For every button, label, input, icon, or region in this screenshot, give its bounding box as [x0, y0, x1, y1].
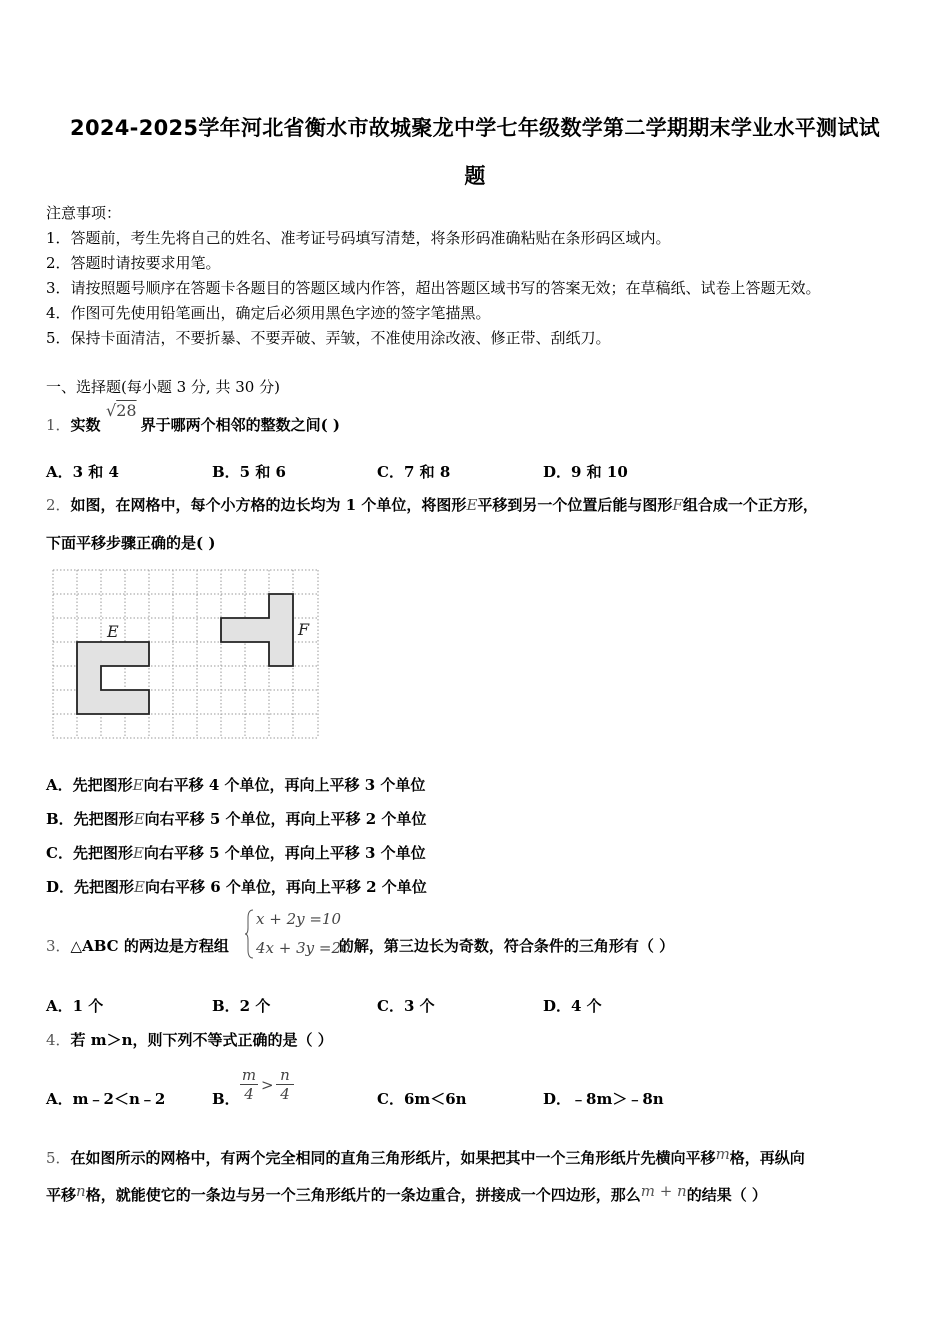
variable-n: n: [76, 1182, 86, 1200]
question-number: 5．: [46, 1149, 71, 1167]
fraction-n-over-4: [276, 1066, 294, 1103]
question-5-text-b: 格，再纵向: [729, 1149, 805, 1167]
q4-option-c: C．6m＜6n: [377, 1090, 467, 1108]
question-5-text-e: 的结果（ ）: [686, 1186, 767, 1204]
question-2-line2: 下面平移步骤正确的是( ): [46, 534, 216, 552]
question-number: 2．: [46, 496, 71, 514]
q4-option-b-label: B．: [212, 1090, 240, 1108]
shape-e: [77, 642, 149, 714]
sqrt-sign: √: [106, 401, 117, 420]
question-2-text-a: 如图，在网格中，每个小方格的边长均为 1 个单位，将图形: [70, 496, 467, 514]
q3-option-a: A．1 个: [46, 997, 104, 1015]
question-5-line1: [46, 1147, 805, 1168]
radicand: 28: [116, 401, 137, 420]
notes-heading: 注意事项：: [46, 204, 122, 222]
q4-option-d: D．﹣8m＞﹣8n: [543, 1090, 664, 1108]
option-post: 向右平移 4 个单位，再向上平移 3 个单位: [143, 776, 426, 794]
q2-option-a: [46, 774, 425, 795]
q2-option-d: [46, 876, 427, 897]
question-4-text: 若 m＞n，则下列不等式正确的是（ ）: [70, 1031, 333, 1049]
question-number: 4．: [46, 1031, 71, 1049]
equation-2: 4x + 3y =20: [256, 939, 351, 957]
note-item: 4．作图可先使用铅笔画出，确定后必须用黑色字迹的签字笔描黑。: [46, 304, 491, 322]
note-item: 2．答题时请按要求用笔。: [46, 254, 221, 272]
shape-e-symbol: E: [132, 776, 144, 794]
q3-option-c: C．3 个: [377, 997, 435, 1015]
exam-title-line2: 题: [464, 164, 486, 188]
question-4: [46, 1029, 333, 1050]
question-2-text-c: 组合成一个正方形，: [682, 496, 818, 514]
question-3-post: 的解，第三边长为奇数，符合条件的三角形有（ ）: [338, 937, 675, 955]
question-1: [46, 414, 340, 435]
note-item: 3．请按照题号顺序在答题卡各题目的答题区域内作答，超出答题区域书写的答案无效；在草稿纸、试卷上答题无效。: [46, 279, 821, 297]
numerator: m: [241, 1066, 257, 1084]
shape-e-symbol: E: [466, 496, 478, 514]
shape-f: [221, 594, 293, 666]
q2-option-c: [46, 842, 426, 863]
question-1-post: 界于哪两个相邻的整数之间( ): [140, 416, 340, 434]
shape-e-symbol: E: [132, 844, 144, 862]
fraction-m-over-4: [240, 1066, 258, 1103]
denominator: 4: [276, 1084, 294, 1103]
q4-option-a: A．m﹣2＜n﹣2: [46, 1090, 166, 1108]
question-3: [46, 935, 674, 956]
expression-m-plus-n: m + n: [640, 1182, 687, 1200]
denominator: 4: [240, 1084, 258, 1103]
option-post: 向右平移 5 个单位，再向上平移 2 个单位: [144, 810, 427, 828]
question-number: 1．: [46, 416, 71, 434]
option-pre: B．先把图形: [46, 810, 134, 828]
question-5-text-a: 在如图所示的网格中，有两个完全相同的直角三角形纸片，如果把其中一个三角形纸片先横向平移: [70, 1149, 716, 1167]
greater-than-sign: >: [261, 1076, 274, 1094]
note-item: 1．答题前，考生先将自己的姓名、准考证号码填写清楚，将条形码准确粘贴在条形码区域内。: [46, 229, 671, 247]
question-3-pre: △ABC 的两边是方程组: [70, 937, 229, 955]
option-pre: D．先把图形: [46, 878, 135, 896]
q3-option-b: B．2 个: [212, 997, 271, 1015]
question-5-text-c: 平移: [46, 1186, 77, 1204]
question-2-line1: [46, 494, 818, 515]
option-post: 向右平移 5 个单位，再向上平移 3 个单位: [143, 844, 426, 862]
option-post: 向右平移 6 个单位，再向上平移 2 个单位: [144, 878, 427, 896]
q1-option-a: A．3 和 4: [46, 463, 119, 481]
q2-option-b: [46, 808, 426, 829]
option-pre: A．先把图形: [46, 776, 133, 794]
translation-grid-figure: [50, 567, 322, 743]
variable-m: m: [715, 1145, 730, 1163]
shape-e-symbol: E: [133, 810, 145, 828]
question-number: 3．: [46, 937, 71, 955]
option-pre: C．先把图形: [46, 844, 133, 862]
shape-e-symbol: E: [134, 878, 145, 896]
note-item: 5．保持卡面清洁，不要折暴、不要弄破、弄皱，不准使用涂改液、修正带、刮纸刀。: [46, 329, 611, 347]
shape-f-symbol: F: [672, 496, 683, 514]
question-2-text-b: 平移到另一个位置后能与图形: [477, 496, 673, 514]
q1-option-c: C．7 和 8: [377, 463, 451, 481]
q1-option-d: D．9 和 10: [543, 463, 628, 481]
question-5-line2: [46, 1184, 767, 1205]
system-brace: [245, 908, 255, 960]
numerator: n: [280, 1066, 290, 1084]
section-heading: 一、选择题(每小题 3 分, 共 30 分): [46, 378, 280, 396]
question-5-text-d: 格，就能使它的一条边与另一个三角形纸片的一条边重合，拼接成一个四边形，那么: [85, 1186, 641, 1204]
equation-1: x + 2y =10: [256, 910, 342, 928]
exam-title-line1: 2024-2025学年河北省衡水市故城聚龙中学七年级数学第二学期期末学业水平测试试: [70, 116, 880, 140]
label-f: F: [298, 620, 310, 639]
label-e: E: [107, 622, 119, 641]
q3-option-d: D．4 个: [543, 997, 602, 1015]
question-1-pre: 实数: [70, 416, 101, 434]
q1-option-b: B．5 和 6: [212, 463, 286, 481]
sqrt-28: [106, 401, 137, 420]
